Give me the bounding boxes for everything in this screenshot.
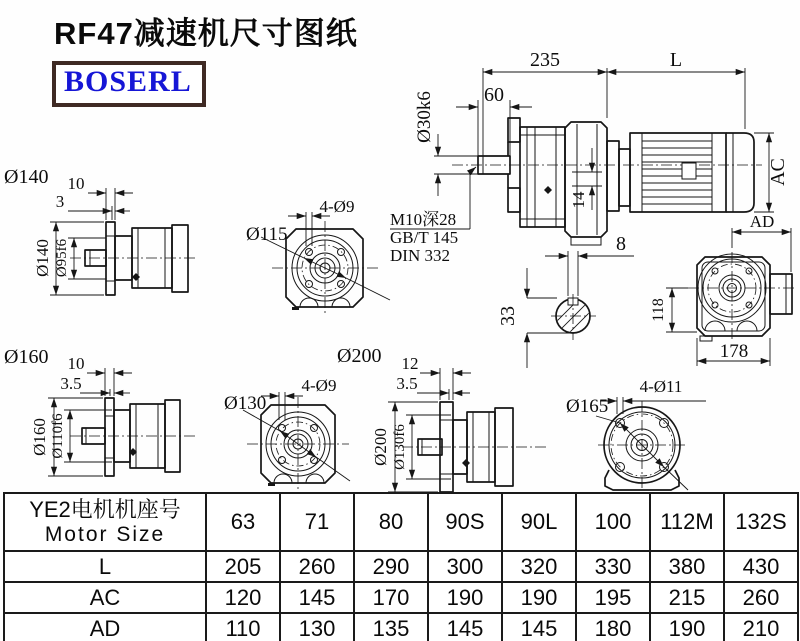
table-header-cell: 112M — [650, 493, 724, 551]
main-assembly-view — [390, 49, 789, 265]
flange140-label: Ø140 — [4, 166, 49, 188]
tap-note-line2: GB/T 145 — [390, 228, 459, 247]
dim-shaft-dia: Ø30k6 — [414, 91, 435, 143]
dim-flange-od: Ø200 — [371, 428, 390, 466]
table-header-en: Motor Size — [44, 522, 166, 546]
dim-motor-ac: AC — [767, 158, 789, 186]
row-label: L — [4, 551, 206, 582]
dim-spigot-dia: Ø130f6 — [392, 424, 408, 470]
dim-bolt-circle: Ø115 — [246, 224, 288, 245]
dim-bolt-circle: Ø165 — [566, 396, 609, 417]
dim-flange-thickness: 10 — [67, 174, 85, 193]
dim-housing-length: 235 — [530, 49, 560, 71]
dim-flange-od: Ø140 — [33, 239, 52, 277]
table-cell: 145 — [280, 582, 354, 613]
table-cell: 190 — [650, 613, 724, 641]
table-row — [4, 613, 798, 641]
dim-flange-od: Ø160 — [30, 418, 49, 456]
table-cell: 215 — [650, 582, 724, 613]
dim-key-width: 8 — [616, 233, 626, 255]
table-header-cell: 90L — [502, 493, 576, 551]
row-label: AC — [4, 582, 206, 613]
shaft-key-section — [497, 233, 634, 368]
flange200-face-view — [566, 377, 706, 490]
dim-flange-thickness: 10 — [67, 354, 85, 373]
dim-housing-width: 178 — [719, 341, 749, 362]
table-cell: 190 — [502, 582, 576, 613]
table-cell: 180 — [576, 613, 650, 641]
table-cell: 260 — [280, 551, 354, 582]
flange160-face-view — [224, 376, 350, 491]
table-cell: 110 — [206, 613, 280, 641]
dim-bolt-circle: Ø130 — [224, 393, 267, 414]
table-header-cell: 63 — [206, 493, 280, 551]
table-row — [4, 582, 798, 613]
dim-spigot-depth: 3 — [55, 192, 65, 211]
rear-housing-view — [650, 212, 796, 366]
table-cell: 330 — [576, 551, 650, 582]
dim-key-height: 33 — [497, 306, 519, 326]
table-cell: 290 — [354, 551, 428, 582]
table-header-cn: YE2电机机座号 — [29, 497, 181, 523]
dim-motor-length-l: L — [669, 49, 683, 71]
table-cell: 210 — [724, 613, 798, 641]
table-header-row — [4, 493, 798, 551]
flange200-side-view — [337, 345, 548, 492]
table-cell: 205 — [206, 551, 280, 582]
table-header-cell: 100 — [576, 493, 650, 551]
table-header-motor-size — [4, 493, 206, 551]
tap-note-line3: DIN 332 — [390, 246, 450, 265]
dim-bolt-holes: 4-Ø9 — [301, 376, 337, 395]
dim-shaft-length: 60 — [484, 84, 504, 106]
table-cell: 145 — [502, 613, 576, 641]
table-cell: 260 — [724, 582, 798, 613]
row-label: AD — [4, 613, 206, 641]
dim-spigot-depth: 3.5 — [396, 374, 418, 393]
table-cell: 135 — [354, 613, 428, 641]
table-header-cell: 80 — [354, 493, 428, 551]
table-cell: 130 — [280, 613, 354, 641]
dim-bolt-holes: 4-Ø11 — [639, 377, 683, 396]
flange160-side-view — [4, 346, 196, 476]
dim-flange-thickness: 12 — [401, 354, 419, 373]
table-cell: 120 — [206, 582, 280, 613]
dim-rear-ad: AD — [749, 212, 775, 231]
table-cell: 380 — [650, 551, 724, 582]
flange200-label: Ø200 — [337, 345, 382, 367]
table-header-cell: 132S — [724, 493, 798, 551]
dim-spigot-depth: 3.5 — [60, 374, 82, 393]
table-cell: 300 — [428, 551, 502, 582]
flange140-side-view — [4, 166, 196, 295]
table-cell: 190 — [428, 582, 502, 613]
boserl-logo-text: BOSERL — [64, 65, 192, 98]
table-cell: 170 — [354, 582, 428, 613]
boserl-logo — [52, 61, 206, 107]
flange160-label: Ø160 — [4, 346, 49, 368]
table-cell: 195 — [576, 582, 650, 613]
dimension-table — [3, 492, 799, 641]
flange140-face-view — [246, 197, 390, 315]
table-cell: 145 — [428, 613, 502, 641]
tap-note-line1: M10深28 — [390, 210, 457, 229]
table-header-cell: 71 — [280, 493, 354, 551]
table-row — [4, 551, 798, 582]
dim-bolt-holes: 4-Ø9 — [319, 197, 355, 216]
table-cell: 320 — [502, 551, 576, 582]
dim-spigot-dia: Ø110f6 — [50, 413, 66, 459]
dim-spigot-dia: Ø95f6 — [54, 238, 70, 278]
dim-flange-hub: 14 — [569, 191, 588, 209]
table-cell: 430 — [724, 551, 798, 582]
page-title: RF47减速机尺寸图纸 — [54, 16, 358, 51]
dim-center-height: 118 — [650, 298, 667, 322]
table-header-cell: 90S — [428, 493, 502, 551]
